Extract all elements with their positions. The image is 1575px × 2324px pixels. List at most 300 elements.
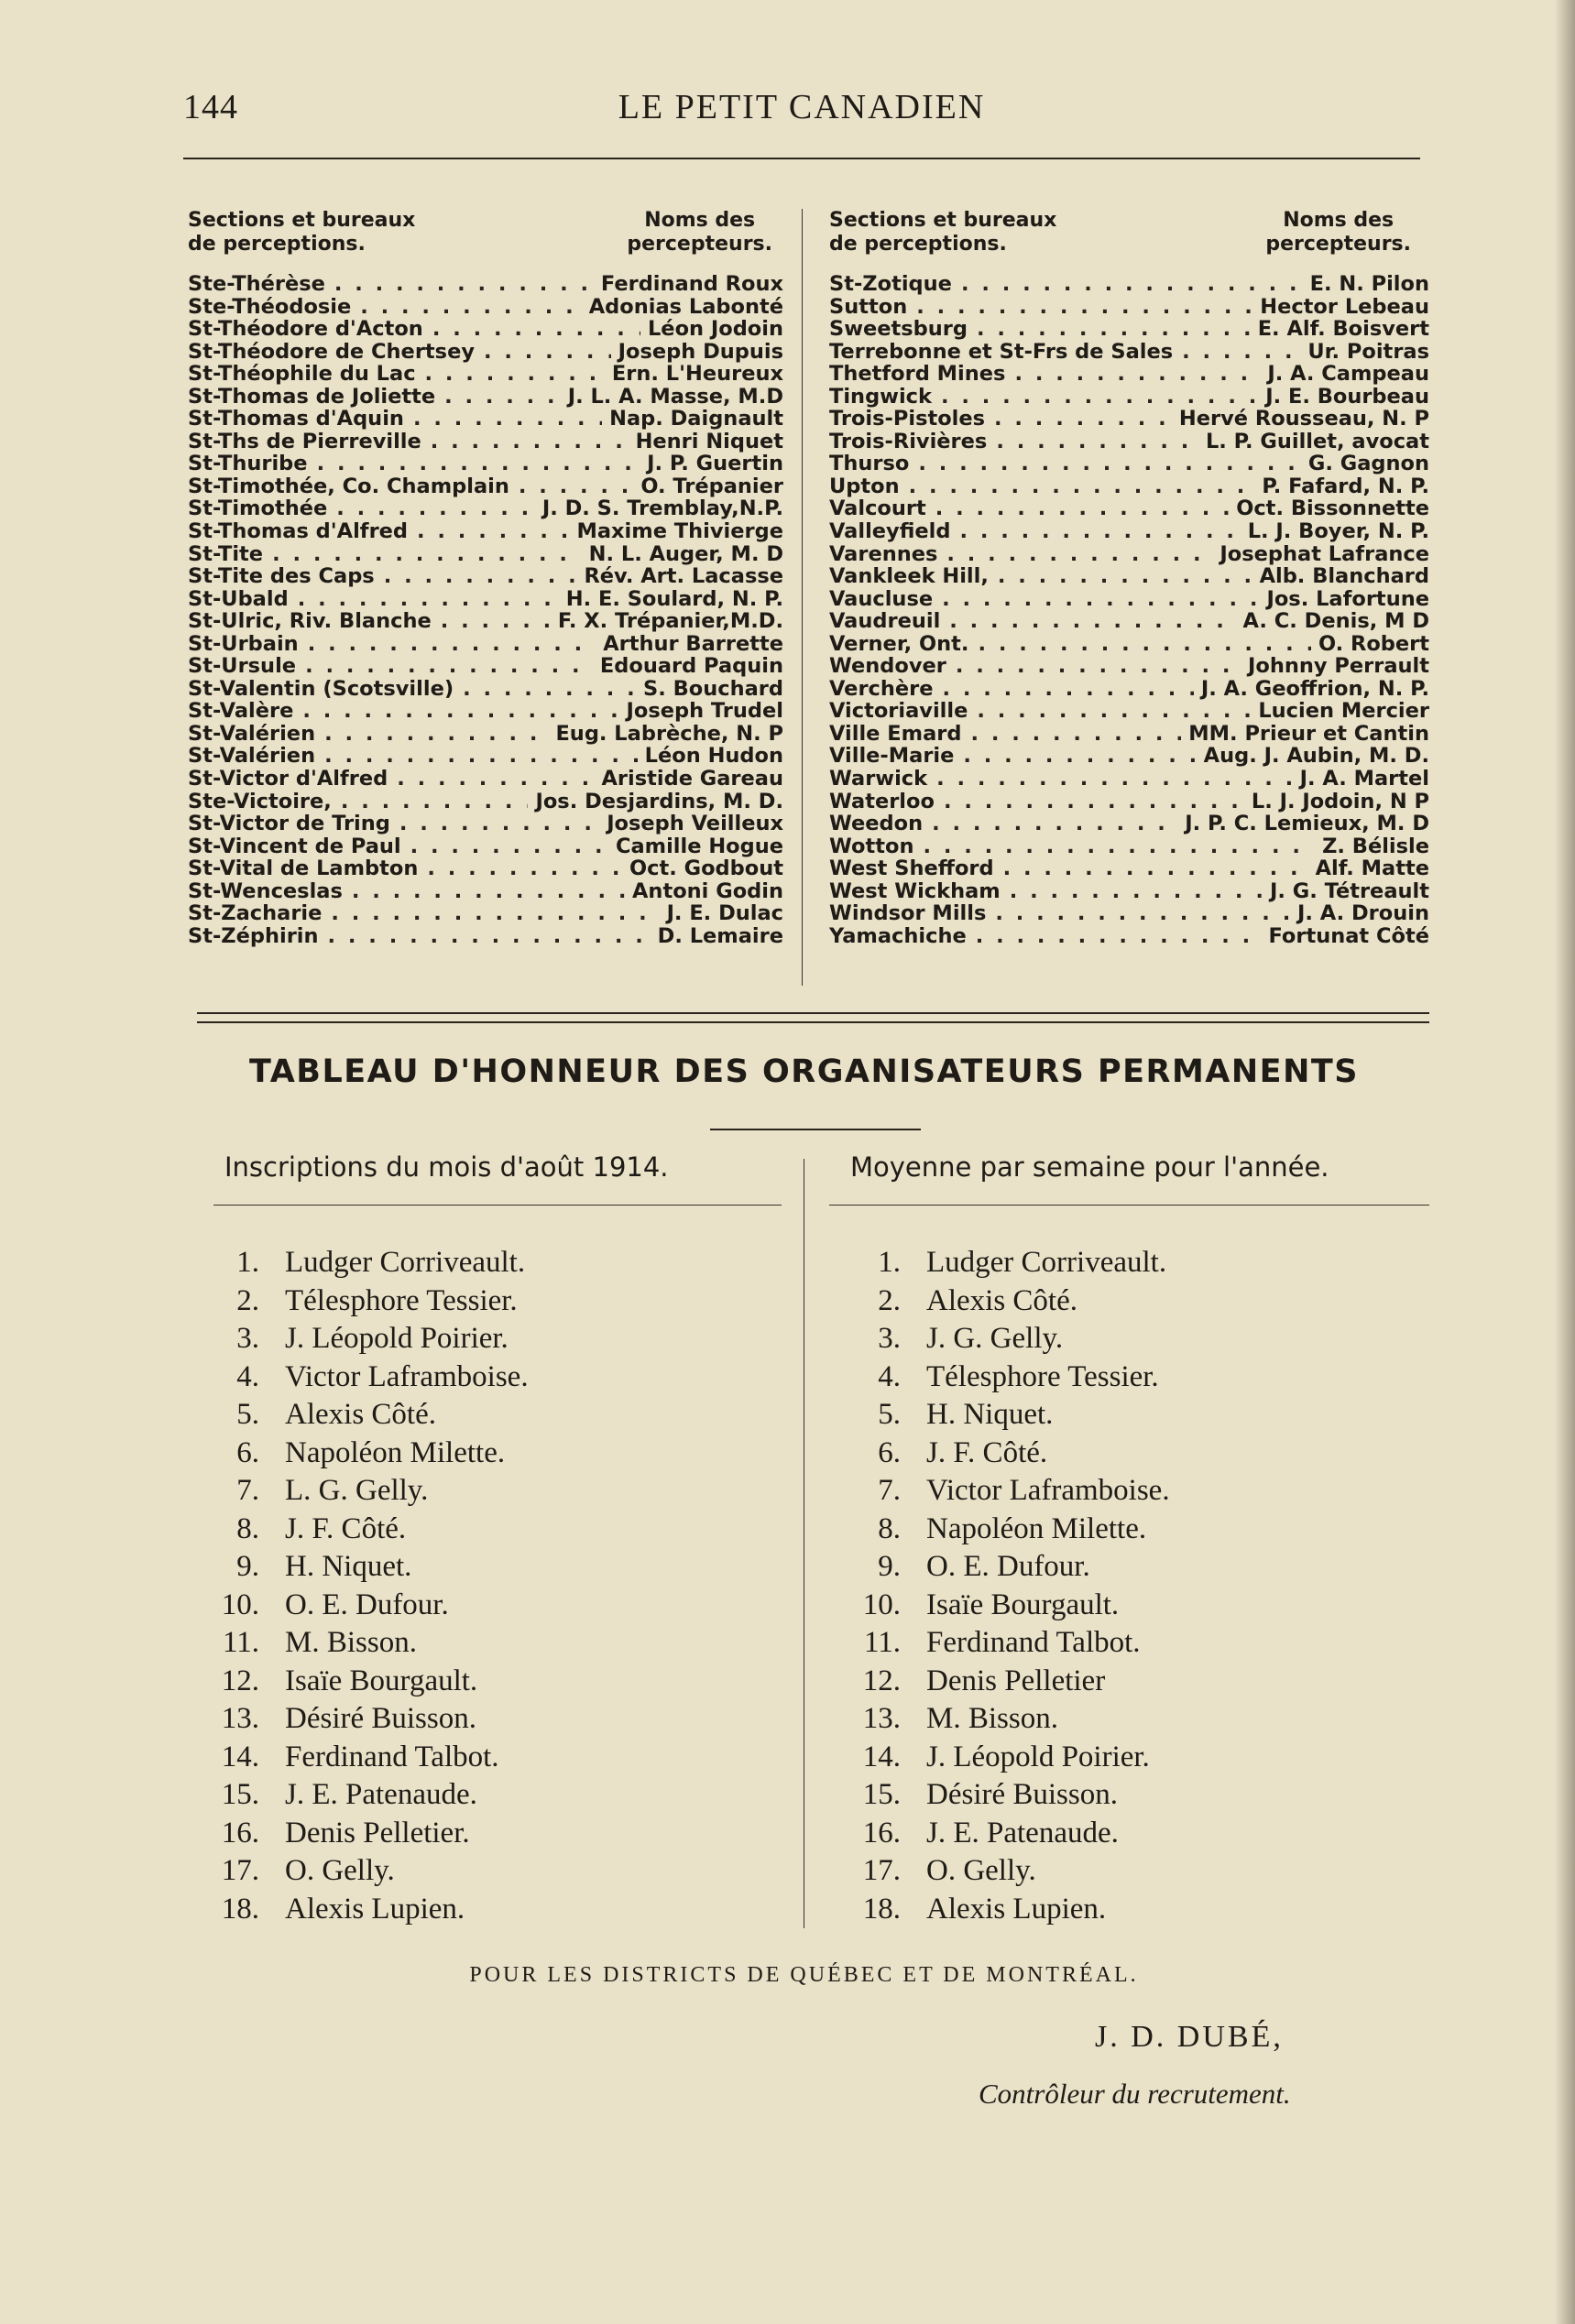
rank-number: 11. xyxy=(863,1626,901,1659)
rank-number: 6. xyxy=(878,1435,901,1469)
perception-row xyxy=(188,497,783,520)
perception-place: St-Ubald xyxy=(188,587,289,611)
collector-name: J. E. Dulac xyxy=(666,902,783,925)
rank-number: 5. xyxy=(878,1398,901,1431)
honour-row xyxy=(206,1511,529,1549)
name-heading-line: Noms des xyxy=(644,209,756,232)
perception-place: West Shefford xyxy=(829,857,994,880)
perception-row xyxy=(188,925,783,948)
column-divider xyxy=(802,209,803,986)
rank-number: 1. xyxy=(236,1246,259,1279)
honour-row xyxy=(848,1511,1170,1549)
organiser-name: H. Niquet. xyxy=(926,1398,1054,1431)
collector-name: L. J. Boyer, N. P. xyxy=(1247,520,1429,543)
rank-number: 16. xyxy=(862,1816,901,1849)
perception-place: Ste-Théodosie xyxy=(188,295,352,319)
organiser-name: J. Léopold Poirier. xyxy=(926,1740,1150,1773)
collector-name: J. A. Drouin xyxy=(1297,902,1429,925)
collector-name: Aristide Gareau xyxy=(601,768,783,791)
collector-name: Nap. Daignault xyxy=(609,408,783,431)
perception-row xyxy=(829,341,1429,364)
perception-row xyxy=(188,768,783,791)
leader-dots xyxy=(388,768,594,791)
perception-place: St-Tite xyxy=(188,542,264,566)
signature-title: Contrôleur du recrutement. xyxy=(979,2078,1291,2110)
rank-number: 15. xyxy=(221,1778,259,1811)
perception-row xyxy=(829,363,1429,386)
honour-row xyxy=(848,1244,1170,1282)
perception-row xyxy=(188,902,783,925)
rank-number: 13. xyxy=(221,1702,259,1735)
collector-name: Josephat Lafrance xyxy=(1220,542,1429,566)
perception-row xyxy=(188,633,783,656)
honour-row xyxy=(206,1739,529,1777)
leader-dots xyxy=(926,497,1229,520)
organiser-name: J. F. Côté. xyxy=(285,1511,407,1545)
perception-row xyxy=(188,723,783,746)
rank-number: 10. xyxy=(221,1588,259,1621)
organiser-name: Isaïe Bourgault. xyxy=(285,1664,478,1697)
collector-name: Ur. Poitras xyxy=(1307,340,1429,364)
rank-number: 16. xyxy=(221,1816,259,1849)
leader-dots xyxy=(390,813,599,835)
perception-row xyxy=(829,565,1429,588)
leader-dots xyxy=(946,655,1241,678)
leader-dots xyxy=(989,565,1252,588)
section-heading-line: Sections et bureaux xyxy=(829,209,1057,232)
honour-row xyxy=(206,1472,529,1511)
rank-number: 2. xyxy=(878,1283,901,1317)
honour-list-right xyxy=(848,1244,1170,1928)
collector-name: J. D. S. Tremblay,N.P. xyxy=(541,497,783,521)
honour-row xyxy=(848,1663,1170,1701)
perception-row xyxy=(188,610,783,633)
collector-name: Léon Hudon xyxy=(644,745,783,769)
rank-number: 10. xyxy=(862,1588,901,1621)
perception-row xyxy=(188,813,783,835)
organiser-name: O. E. Dufour. xyxy=(285,1588,449,1621)
collector-name: Ern. L'Heureux xyxy=(611,363,783,386)
leader-dots xyxy=(375,565,577,588)
leader-dots xyxy=(937,543,1212,566)
honour-row xyxy=(848,1891,1170,1929)
organiser-name: Denis Pelletier xyxy=(926,1664,1106,1697)
perception-row xyxy=(188,678,783,701)
leader-dots xyxy=(1173,341,1300,364)
perception-place: Valleyfield xyxy=(829,520,951,543)
leader-dots xyxy=(299,633,596,656)
perception-place: Trois-Rivières xyxy=(829,430,988,453)
collector-name: S. Bouchard xyxy=(643,677,783,701)
rank-number: 17. xyxy=(221,1854,259,1887)
perception-row xyxy=(829,678,1429,701)
rank-number: 3. xyxy=(878,1322,901,1355)
organiser-name: M. Bisson. xyxy=(926,1702,1058,1735)
organiser-name: Ludger Corriveault. xyxy=(285,1246,526,1279)
perception-place: St-Zéphirin xyxy=(188,924,319,948)
perception-place: Yamachiche xyxy=(829,924,967,948)
leader-dots xyxy=(319,925,651,948)
perception-place: Sweetsburg xyxy=(829,318,968,341)
collector-name: H. E. Soulard, N. P. xyxy=(565,587,783,611)
perception-row xyxy=(188,386,783,409)
honour-row xyxy=(848,1435,1170,1473)
collector-name: Jos. Desjardins, M. D. xyxy=(535,790,783,813)
leader-dots xyxy=(408,520,569,543)
leader-dots xyxy=(435,386,561,409)
perception-row xyxy=(829,925,1429,948)
leader-dots xyxy=(418,857,622,880)
rank-number: 17. xyxy=(862,1854,901,1887)
title-rule xyxy=(710,1129,921,1130)
honour-row xyxy=(848,1396,1170,1435)
perception-column-left xyxy=(188,209,783,947)
leader-dots xyxy=(950,520,1240,543)
leader-dots xyxy=(401,835,608,858)
leader-dots xyxy=(343,880,625,903)
honour-row xyxy=(206,1396,529,1435)
perception-row xyxy=(829,408,1429,431)
leader-dots xyxy=(308,453,640,475)
perception-row xyxy=(188,273,783,296)
organiser-name: J. G. Gelly. xyxy=(926,1322,1064,1355)
perception-row xyxy=(829,431,1429,453)
rank-number: 3. xyxy=(236,1322,259,1355)
perception-place: St-Vital de Lambton xyxy=(188,857,419,880)
leader-dots xyxy=(509,475,634,498)
perception-place: St-Timothée xyxy=(188,497,328,521)
left-heading-rule xyxy=(213,1205,782,1206)
collector-name: E. Alf. Boisvert xyxy=(1257,318,1429,341)
collector-name: J. A. Geoffrion, N. P. xyxy=(1200,677,1429,701)
name-heading-line: Noms des xyxy=(1283,209,1395,232)
leader-dots xyxy=(315,745,638,768)
organiser-name: J. E. Patenaude. xyxy=(926,1816,1119,1849)
perception-place: Victoriaville xyxy=(829,700,968,723)
perception-row xyxy=(188,700,783,723)
perception-place: Trois-Pistoles xyxy=(829,408,986,431)
perception-place: St-Valérien xyxy=(188,722,316,746)
organiser-name: Isaïe Bourgault. xyxy=(926,1588,1120,1621)
perception-row xyxy=(829,768,1429,791)
collector-name: J. L. A. Masse, M.D xyxy=(567,385,783,409)
honour-row xyxy=(206,1852,529,1891)
collector-name: Joseph Veilleux xyxy=(607,813,783,835)
perception-row xyxy=(188,341,783,364)
collector-name: Antoni Godin xyxy=(632,879,783,903)
name-heading xyxy=(1265,209,1411,256)
organiser-name: Victor Laframboise. xyxy=(285,1359,529,1393)
honour-row xyxy=(206,1282,529,1321)
perception-row xyxy=(829,723,1429,746)
organiser-name: Alexis Lupien. xyxy=(285,1892,465,1926)
perception-place: Thetford Mines xyxy=(829,363,1006,386)
organiser-name: Ferdinand Talbot. xyxy=(285,1740,499,1773)
collector-name: Z. Bélisle xyxy=(1322,835,1429,858)
leader-dots xyxy=(940,610,1235,633)
perception-place: St-Wenceslas xyxy=(188,879,343,903)
collector-name: A. C. Denis, M D xyxy=(1242,610,1429,633)
leader-dots xyxy=(332,791,529,813)
leader-dots xyxy=(986,902,1290,925)
header-rule xyxy=(183,158,1420,159)
perception-row xyxy=(829,273,1429,296)
organiser-name: Napoléon Milette. xyxy=(285,1435,506,1469)
leader-dots xyxy=(985,408,1172,431)
collector-name: Adonias Labonté xyxy=(588,295,783,319)
perception-place: Ste-Thérèse xyxy=(188,273,325,296)
column-headings xyxy=(188,209,783,273)
collector-name: Joseph Trudel xyxy=(626,700,783,723)
districts-line: POUR LES DISTRICTS DE QUÉBEC ET DE MONTRÉAL. xyxy=(469,1963,1139,1987)
collector-name: J. P. Guertin xyxy=(647,453,783,475)
section-heading xyxy=(188,209,415,256)
perception-place: Varennes xyxy=(829,542,938,566)
perception-place: Wendover xyxy=(829,655,946,678)
rank-number: 8. xyxy=(878,1511,901,1545)
honour-row xyxy=(848,1624,1170,1663)
rank-number: 13. xyxy=(862,1702,901,1735)
perception-place: St-Valentin (Scotsville) xyxy=(188,677,454,701)
organiser-name: J. E. Patenaude. xyxy=(285,1778,477,1811)
perception-row xyxy=(829,700,1429,723)
leader-dots xyxy=(322,902,659,925)
honour-row xyxy=(848,1739,1170,1777)
rank-number: 9. xyxy=(236,1550,259,1583)
leader-dots xyxy=(293,700,618,723)
perception-place: St-Victor d'Alfred xyxy=(188,768,388,791)
collector-name: J. E. Bourbeau xyxy=(1265,385,1429,409)
page-title: LE PETIT CANADIEN xyxy=(618,88,986,126)
perception-place: St-Timothée, Co. Champlain xyxy=(188,475,509,498)
perception-row xyxy=(188,520,783,543)
perception-row xyxy=(829,813,1429,835)
honour-list-left xyxy=(206,1244,529,1928)
honour-row xyxy=(848,1815,1170,1853)
rank-number: 15. xyxy=(862,1778,901,1811)
collector-name: Joseph Dupuis xyxy=(618,340,783,364)
perception-place: St-Théodore d'Acton xyxy=(188,318,423,341)
perception-place: St-Thomas de Joliette xyxy=(188,385,436,409)
leader-dots xyxy=(907,296,1252,319)
collector-name: Jos. Lafortune xyxy=(1266,587,1429,611)
perception-row xyxy=(829,386,1429,409)
perception-list-right xyxy=(829,273,1429,947)
perception-place: Ville-Marie xyxy=(829,745,955,769)
rank-number: 11. xyxy=(222,1626,259,1659)
honour-row xyxy=(206,1244,529,1282)
perception-place: Sutton xyxy=(829,295,908,319)
section-rule-bottom xyxy=(197,1021,1429,1023)
perception-row xyxy=(188,475,783,498)
leader-dots xyxy=(952,273,1303,296)
rank-number: 6. xyxy=(236,1435,259,1469)
perception-row xyxy=(829,318,1429,341)
perception-place: Thurso xyxy=(829,453,910,475)
collector-name: Hector Lebeau xyxy=(1260,295,1429,319)
honour-row xyxy=(848,1320,1170,1358)
perception-place: Weedon xyxy=(829,813,924,835)
perception-row xyxy=(188,565,783,588)
organiser-name: Alexis Côté. xyxy=(285,1398,436,1431)
right-list-heading: Moyenne par semaine pour l'année. xyxy=(850,1151,1329,1183)
perception-place: Ville Emard xyxy=(829,722,962,746)
page-number: 144 xyxy=(183,88,238,126)
perception-row xyxy=(188,655,783,678)
perception-place: St-Valère xyxy=(188,700,294,723)
honour-row xyxy=(848,1282,1170,1321)
collector-name: Léon Jodoin xyxy=(647,318,783,341)
perception-place: Terrebonne et St-Frs de Sales xyxy=(829,340,1174,364)
collector-name: F. X. Trépanier,M.D. xyxy=(557,610,783,633)
leader-dots xyxy=(325,273,594,296)
perception-place: St-Zotique xyxy=(829,273,952,296)
perception-row xyxy=(188,408,783,431)
honour-row xyxy=(848,1700,1170,1739)
honour-row xyxy=(848,1472,1170,1511)
organiser-name: Alexis Côté. xyxy=(926,1283,1077,1317)
organiser-name: Désiré Buisson. xyxy=(926,1778,1118,1811)
left-list-heading: Inscriptions du mois d'août 1914. xyxy=(224,1151,669,1183)
perception-row xyxy=(829,655,1429,678)
name-heading-line: percepteurs. xyxy=(1265,233,1411,256)
perception-row xyxy=(829,543,1429,566)
perception-place: Warwick xyxy=(829,768,928,791)
perception-row xyxy=(829,296,1429,319)
honour-row xyxy=(206,1700,529,1739)
perception-column-right xyxy=(829,209,1429,947)
organiser-name: O. Gelly. xyxy=(926,1854,1036,1887)
perception-row xyxy=(829,520,1429,543)
leader-dots xyxy=(927,768,1293,791)
rank-number: 14. xyxy=(862,1740,901,1773)
honour-row xyxy=(206,1663,529,1701)
rank-number: 7. xyxy=(878,1474,901,1507)
signature: J. D. DUBÉ, xyxy=(1095,2020,1284,2054)
organiser-name: Ludger Corriveault. xyxy=(926,1246,1167,1279)
perception-row xyxy=(188,543,783,566)
honour-row xyxy=(206,1815,529,1853)
section-heading xyxy=(829,209,1056,256)
leader-dots xyxy=(327,497,535,520)
rank-number: 1. xyxy=(878,1246,901,1279)
honour-row xyxy=(206,1624,529,1663)
perception-place: Windsor Mills xyxy=(829,902,987,925)
collector-name: Fortunat Côté xyxy=(1268,924,1429,948)
right-heading-rule xyxy=(829,1205,1429,1206)
leader-dots xyxy=(954,745,1196,768)
collector-name: Alf. Matte xyxy=(1315,857,1429,880)
name-heading xyxy=(627,209,772,256)
collector-name: L. P. Guillet, avocat xyxy=(1205,430,1429,453)
leader-dots xyxy=(935,791,1244,813)
section-heading-line: de perceptions. xyxy=(188,233,366,256)
honour-row xyxy=(848,1358,1170,1397)
organiser-name: Denis Pelletier. xyxy=(285,1816,470,1849)
leader-dots xyxy=(1001,880,1263,903)
perception-place: St-Ulric, Riv. Blanche xyxy=(188,610,432,633)
leader-dots xyxy=(404,408,602,431)
perception-row xyxy=(829,857,1429,880)
perception-place: Vaucluse xyxy=(829,587,934,611)
page-header xyxy=(183,87,1420,133)
collector-name: Maxime Thivierge xyxy=(576,520,783,543)
organiser-name: M. Bisson. xyxy=(285,1626,417,1659)
leader-dots xyxy=(421,431,629,453)
honour-row xyxy=(848,1776,1170,1815)
collector-name: P. Fafard, N. P. xyxy=(1262,475,1429,498)
rank-number: 5. xyxy=(236,1398,259,1431)
leader-dots xyxy=(416,363,605,386)
collector-name: Camille Hogue xyxy=(615,835,783,858)
organiser-name: O. Gelly. xyxy=(285,1854,395,1887)
perception-place: St-Vincent de Paul xyxy=(188,835,401,858)
collector-name: Eug. Labrèche, N. P xyxy=(555,722,783,746)
leader-dots xyxy=(263,543,582,566)
perception-place: St-Thomas d'Alfred xyxy=(188,520,409,543)
honour-row xyxy=(848,1548,1170,1587)
collector-name: Oct. Bissonnette xyxy=(1236,497,1429,521)
collector-name: O. Trépanier xyxy=(640,475,783,498)
perception-row xyxy=(188,318,783,341)
collector-name: J. A. Campeau xyxy=(1267,363,1429,386)
perception-row xyxy=(829,745,1429,768)
organiser-name: Alexis Lupien. xyxy=(926,1892,1107,1926)
leader-dots xyxy=(968,633,1311,656)
collector-name: D. Lemaire xyxy=(657,924,783,948)
leader-dots xyxy=(475,341,611,364)
page-edge-shadow xyxy=(1555,0,1575,2324)
honour-row xyxy=(206,1548,529,1587)
perception-row xyxy=(188,296,783,319)
collector-name: Aug. J. Aubin, M. D. xyxy=(1203,745,1429,769)
collector-name: J. P. C. Lemieux, M. D xyxy=(1185,813,1429,835)
leader-dots xyxy=(454,678,636,701)
leader-dots xyxy=(1005,363,1260,386)
honour-row xyxy=(206,1320,529,1358)
perception-row xyxy=(188,857,783,880)
collector-name: Lucien Mercier xyxy=(1258,700,1429,723)
leader-dots xyxy=(968,700,1251,723)
collector-name: Alb. Blanchard xyxy=(1259,565,1429,588)
honour-row xyxy=(206,1435,529,1473)
perception-row xyxy=(829,902,1429,925)
perception-row xyxy=(829,497,1429,520)
section-heading-line: Sections et bureaux xyxy=(188,209,416,232)
perception-place: St-Ths de Pierreville xyxy=(188,430,421,453)
perception-row xyxy=(829,453,1429,475)
leader-dots xyxy=(423,318,640,341)
leader-dots xyxy=(994,857,1308,880)
perception-place: Waterloo xyxy=(829,790,935,813)
organiser-name: L. G. Gelly. xyxy=(285,1474,429,1507)
organiser-name: Télesphore Tessier. xyxy=(285,1283,518,1317)
organiser-name: O. E. Dufour. xyxy=(926,1550,1090,1583)
organiser-name: Ferdinand Talbot. xyxy=(926,1626,1141,1659)
rank-number: 4. xyxy=(878,1359,901,1393)
perception-row xyxy=(829,835,1429,858)
leader-dots xyxy=(961,723,1181,746)
perception-place: Verchère xyxy=(829,677,934,701)
perception-place: St-Thomas d'Aquin xyxy=(188,408,404,431)
rank-number: 9. xyxy=(878,1550,901,1583)
perception-place: St-Ursule xyxy=(188,655,297,678)
leader-dots xyxy=(289,588,559,611)
section-heading-line: de perceptions. xyxy=(829,233,1007,256)
collector-name: Arthur Barrette xyxy=(603,632,783,656)
perception-place: St-Théophile du Lac xyxy=(188,363,416,386)
rank-number: 12. xyxy=(221,1664,259,1697)
